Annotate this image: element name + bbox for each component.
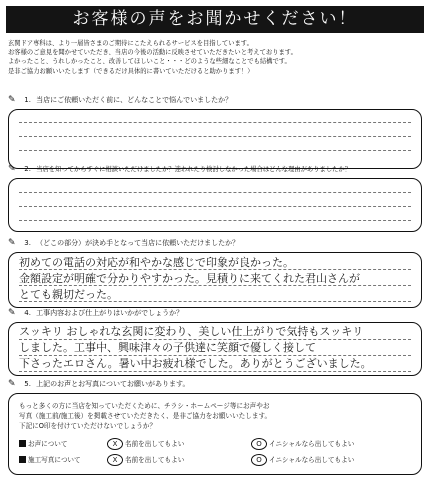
row-label: 施工写真について — [28, 456, 81, 464]
answer-box-1 — [8, 109, 422, 169]
permission-text — [19, 401, 411, 431]
option-text: イニシャルなら出してもよい — [269, 456, 355, 464]
question-number: 4. — [24, 309, 31, 317]
question-number: 2. — [24, 165, 31, 173]
choice-mark: O — [251, 454, 267, 466]
answer-box-4 — [8, 322, 422, 376]
permission-line: 下記にO印を付けていただけないでしょうか？ — [19, 422, 157, 430]
permission-box — [8, 393, 422, 475]
choice-mark: X — [107, 454, 123, 466]
ruled-line — [19, 150, 411, 151]
ruled-line — [19, 122, 411, 123]
handwritten-answer-line: 下さったエロさん。暑い中お疲れ様でした。ありがとうございました。 — [19, 357, 372, 370]
question-4 — [8, 307, 424, 319]
ruled-line — [19, 206, 411, 207]
permission-row-voice — [19, 438, 411, 450]
question-text: （どこの部分）が決め手となって当店に依頼いただけましたか？ — [36, 239, 240, 247]
handwritten-answer-line: スッキリ おしゃれな玄関に変わり、美しい仕上がりで気持もスッキリ — [19, 325, 364, 338]
handwritten-answer-line: 初めての電話の対応が和やかな感じで印象が良かった。 — [19, 256, 294, 269]
pen-icon: ✎ — [8, 379, 16, 389]
ruled-line — [19, 136, 411, 137]
question-number: 3. — [24, 239, 31, 247]
permission-line: もっと多くの方に当店を知っていただくために、チラシ・ホームページ等にお声やお — [19, 402, 270, 410]
answer-box-3 — [8, 252, 422, 308]
intro-line: お客様のご意見を聞かせていただき、当店の今後の活動に反映させていただきたいと考えております。 — [8, 49, 297, 57]
pen-icon: ✎ — [8, 95, 16, 105]
permission-row-photo — [19, 454, 411, 466]
intro-text — [8, 39, 424, 76]
question-3 — [8, 237, 424, 249]
choice-mark: O — [251, 438, 267, 450]
handwritten-answer-line: 金額設定が明確で分かりやすかった。見積りに来てくれた君山さんが — [19, 272, 360, 285]
question-text: 当店にご依頼いただく前に、どんなことで悩んでいましたか？ — [36, 96, 233, 104]
question-number: 5. — [24, 380, 31, 388]
option-text: イニシャルなら出してもよい — [269, 440, 355, 448]
page-title: お客様の声をお聞かせください！ — [6, 6, 424, 33]
option-text: 名前を出してもよい — [125, 440, 185, 448]
handwritten-answer-line: とても親切だった。 — [19, 288, 118, 301]
ruled-line — [19, 220, 411, 221]
ruled-line — [19, 192, 411, 193]
pen-icon: ✎ — [8, 308, 16, 318]
question-2 — [8, 163, 424, 175]
question-number: 1. — [24, 96, 31, 104]
intro-line: 玄関ドア専科は、より一層皆さまのご期待にこたえられるサービスを目指しています。 — [8, 40, 253, 47]
choice-mark: X — [107, 438, 123, 450]
handwritten-answer-line: しました。工事中、興味津々の子供達に笑顔で優しく接して — [19, 341, 316, 354]
row-label: お声について — [28, 440, 68, 448]
option-text: 名前を出してもよい — [125, 456, 185, 464]
question-5 — [8, 378, 424, 390]
question-text: 当店を知ってからすぐに相談いただけましたか？迷われたり検討しなかった場合はどんな理由がありましたか？ — [36, 166, 351, 173]
square-bullet-icon — [19, 456, 26, 463]
question-1 — [8, 94, 424, 106]
pen-icon: ✎ — [8, 164, 16, 174]
pen-icon: ✎ — [8, 238, 16, 248]
permission-line: 写真（施工前/施工後）を掲載させていただきたく、是非ご協力をお願いいたします。 — [19, 412, 272, 420]
question-text: 工事内容および仕上がりはいかがでしょうか？ — [36, 309, 184, 317]
intro-line: よかったこと、うれしかったこと、改善してほしいこと・・・どのような些細なことでも結構です。 — [8, 58, 291, 66]
intro-line: 是非ご協力お願いいたします（できるだけ具体的に書いていただけると助かります！） — [8, 67, 254, 75]
answer-box-2 — [8, 178, 422, 232]
square-bullet-icon — [19, 440, 26, 447]
question-text: 上記のお声とお写真についてお願いがあります。 — [36, 380, 190, 388]
